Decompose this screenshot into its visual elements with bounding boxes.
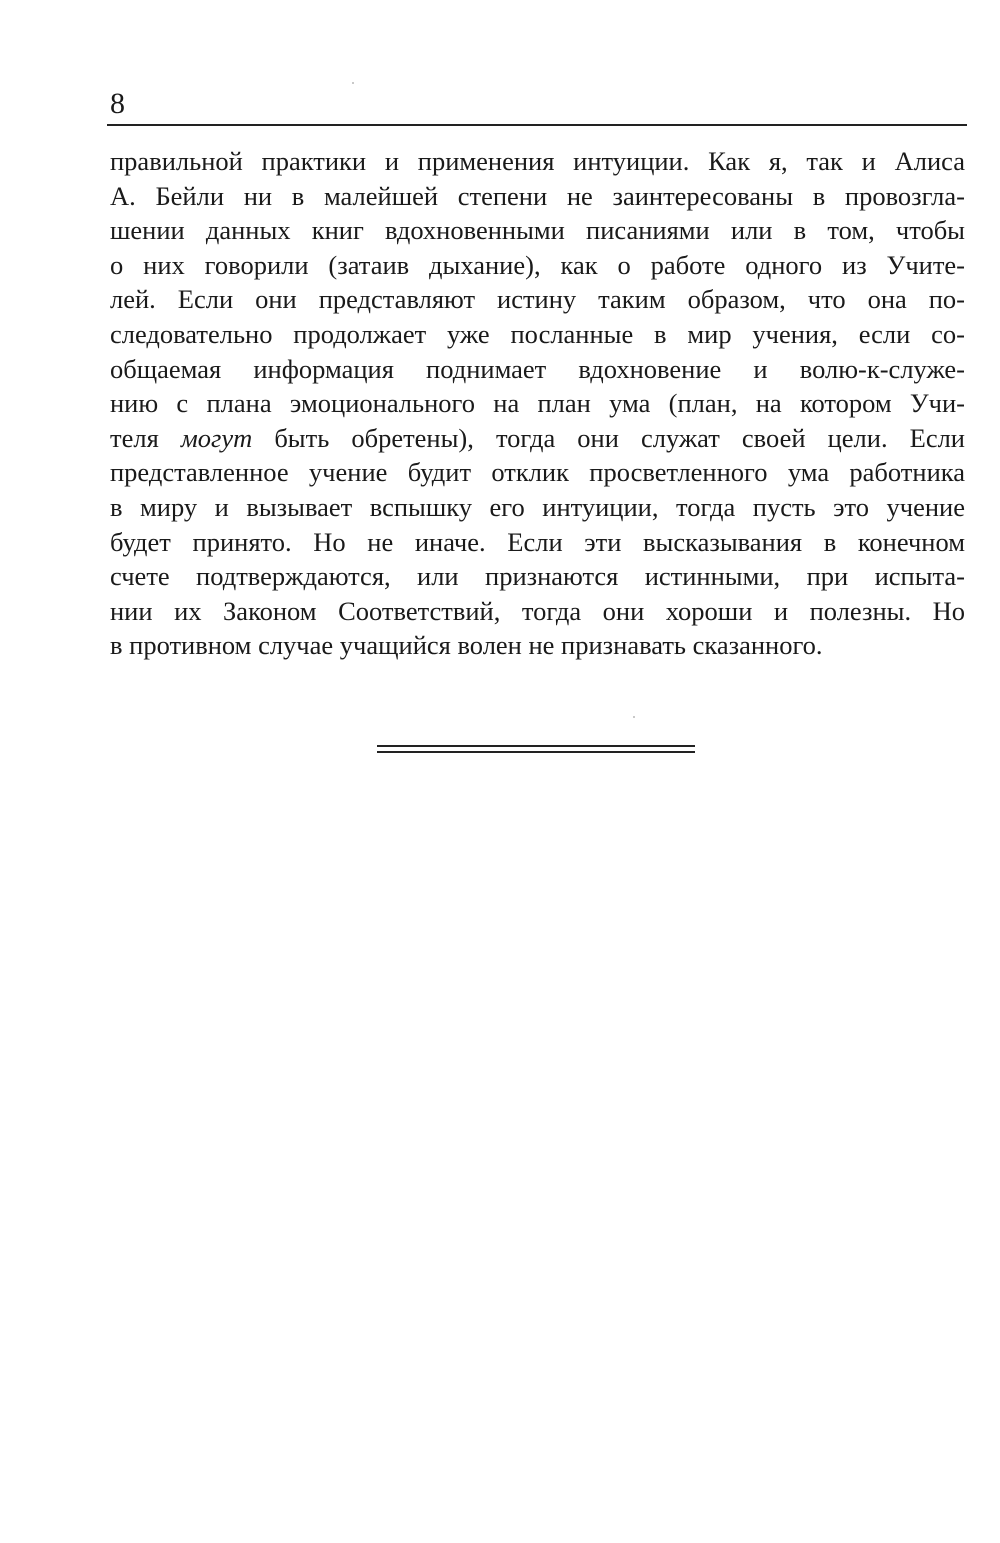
text-segment: теля xyxy=(110,422,181,453)
text-line: в миру и вызывает вспышку его интуиции, тогда пусть это учение xyxy=(110,491,965,522)
text-line: лей. Если они представляют истину таким образом, что она по- xyxy=(110,284,965,315)
text-line: правильной практики и применения интуиции. Как я, так и Алиса xyxy=(110,146,965,176)
text-line: о них говорили (затаив дыхание), как о работе одного из Учите- xyxy=(110,249,965,280)
text-line: представленное учение будит отклик просветленного ума работника xyxy=(110,457,965,488)
emphasized-word: могут xyxy=(180,422,253,453)
scan-speck xyxy=(352,82,354,84)
end-double-rule xyxy=(377,745,695,753)
text-line: А. Бейли ни в малейшей степени не заинтересованы в провозгла- xyxy=(110,180,965,211)
text-segment: быть обретены), тогда они служат своей цели. Если xyxy=(252,422,965,453)
text-line: нии их Законом Соответствий, тогда они хороши и полезны. Но xyxy=(110,595,965,626)
text-line-with-emphasis xyxy=(110,421,965,456)
text-line: в противном случае учащийся волен не признавать сказанного. xyxy=(110,630,823,661)
page-number: 8 xyxy=(110,87,125,120)
header-rule xyxy=(107,124,967,126)
text-line: будет принято. Но не иначе. Если эти высказывания в конечном xyxy=(110,526,965,557)
body-text xyxy=(110,144,965,663)
text-line: общаемая информация поднимает вдохновение и волю-к-служе- xyxy=(110,353,965,384)
scan-speck xyxy=(633,716,635,718)
text-line: шении данных книг вдохновенными писаниями или в том, чтобы xyxy=(110,215,965,246)
text-line: счете подтверждаются, или признаются истинными, при испыта- xyxy=(110,561,965,592)
text-line: следовательно продолжает уже посланные в мир учения, если со- xyxy=(110,318,965,349)
text-line: нию с плана эмоционального на план ума (план, на котором Учи- xyxy=(110,388,965,419)
